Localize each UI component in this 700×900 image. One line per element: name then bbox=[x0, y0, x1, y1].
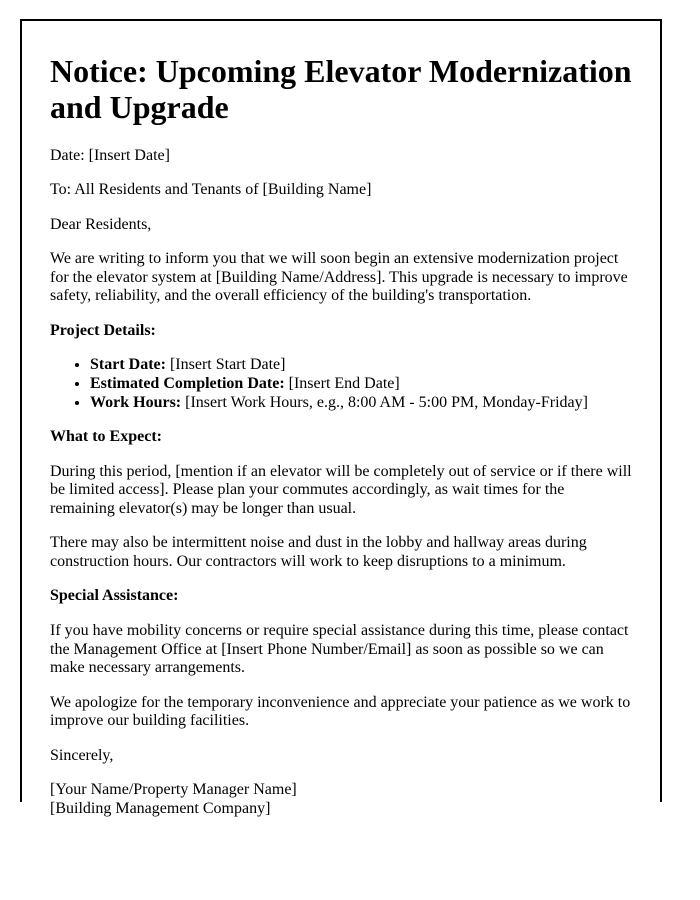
list-item-value: [Insert End Date] bbox=[288, 375, 400, 393]
list-item-start-date bbox=[90, 356, 632, 375]
list-item-value: [Insert Start Date] bbox=[169, 356, 286, 374]
list-item-work-hours bbox=[90, 394, 632, 413]
assistance-paragraph-2: We apologize for the temporary inconvenience and appreciate your patience as we work to improve our building facilities. bbox=[50, 693, 631, 730]
list-item-label: Start Date: bbox=[90, 356, 166, 374]
salutation: Dear Residents, bbox=[50, 215, 152, 233]
date-line: Date: [Insert Date] bbox=[50, 146, 170, 164]
closing-line: Sincerely, bbox=[50, 746, 114, 764]
list-item-label: Estimated Completion Date: bbox=[90, 375, 285, 393]
section-heading-special-assistance: Special Assistance: bbox=[50, 587, 179, 605]
signature-company-line: [Building Management Company] bbox=[50, 799, 271, 817]
assistance-paragraph-1: If you have mobility concerns or require special assistance during this time, please contact the Management Office at [Insert Phone Number/Email] as soon as possible so we can make necessary arrangements. bbox=[50, 621, 629, 677]
expect-paragraph-1: During this period, [mention if an elevator will be completely out of service or if there will be limited access]. Please plan your commutes accordingly, as wait times for the remaining elevator(s) may be longer than usual. bbox=[50, 462, 632, 517]
to-line: To: All Residents and Tenants of [Building Name] bbox=[50, 181, 372, 199]
letter-title: Notice: Upcoming Elevator Modernization and Upgrade bbox=[50, 53, 632, 125]
intro-paragraph: We are writing to inform you that we will soon begin an extensive modernization project for the elevator system at [Building Name/Address]. This upgrade is necessary to improve safety, reliability, and the overall efficiency of the building's transportation. bbox=[50, 250, 628, 305]
list-item-label: Work Hours: bbox=[90, 393, 182, 411]
project-details-list bbox=[50, 356, 632, 412]
list-item-value: [Insert Work Hours, e.g., 8:00 AM - 5:00 PM, Monday-Friday] bbox=[185, 393, 588, 411]
section-heading-what-to-expect: What to Expect: bbox=[50, 428, 162, 446]
list-item-completion-date bbox=[90, 375, 632, 394]
section-heading-project-details: Project Details: bbox=[50, 321, 156, 339]
letter-container bbox=[20, 19, 662, 817]
signature-name-line: [Your Name/Property Manager Name] bbox=[50, 781, 297, 799]
expect-paragraph-2: There may also be intermittent noise and dust in the lobby and hallway areas during construction hours. Our contractors will work to keep disruptions to a minimum. bbox=[50, 534, 587, 570]
signature-block bbox=[50, 781, 632, 818]
